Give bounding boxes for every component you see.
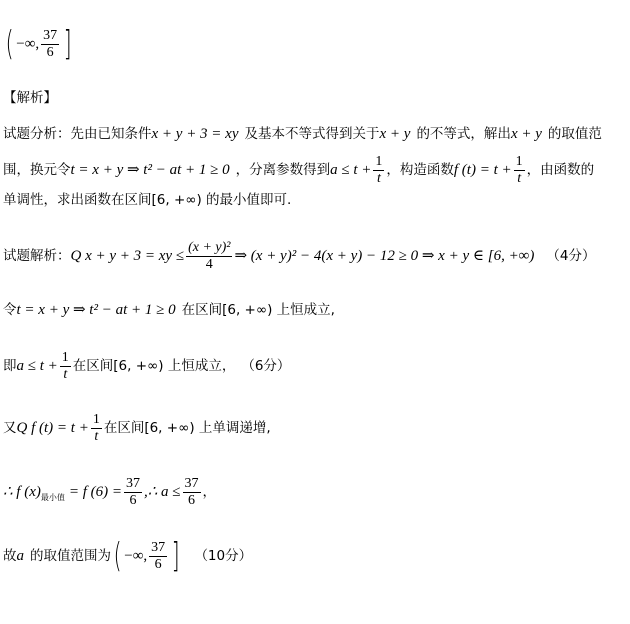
solution-line-3 bbox=[3, 346, 290, 386]
solution-label: 试题解析： bbox=[3, 248, 71, 264]
solution-eq-2: t = x + y ⇒ t² − at + 1 ≥ 0 bbox=[16, 302, 176, 318]
solution-line-4 bbox=[3, 408, 271, 448]
analysis-fraction-1 bbox=[373, 154, 384, 187]
analysis-text-2d: ，由函数的 bbox=[526, 162, 595, 178]
frac-denominator: 6 bbox=[188, 492, 196, 508]
solution-line-1 bbox=[3, 236, 595, 276]
solution-line-2 bbox=[3, 300, 335, 320]
solution-text-5d: ， bbox=[202, 484, 217, 500]
frac-denominator: t bbox=[376, 170, 381, 186]
solution-eq-5c: ,∴ a ≤ bbox=[144, 484, 181, 500]
frac-denominator: 4 bbox=[205, 256, 213, 272]
solution-eq-1a: Q x + y + 3 = xy ≤ bbox=[70, 248, 185, 264]
score-4: （4分） bbox=[546, 248, 596, 264]
frac-numerator: 1 bbox=[92, 411, 100, 427]
solution-eq-5b: = f (6) = bbox=[68, 484, 123, 500]
analysis-line-2 bbox=[3, 150, 594, 190]
answer-fraction bbox=[41, 28, 59, 61]
section-title: 【解析】 bbox=[3, 90, 57, 106]
score-6: （6分） bbox=[241, 358, 291, 374]
solution-fraction-4 bbox=[91, 412, 102, 445]
frac-denominator: 6 bbox=[129, 492, 137, 508]
frac-denominator: t bbox=[94, 428, 99, 444]
solution-text-2a: 令 bbox=[3, 302, 17, 318]
answer-frac-numerator: 37 bbox=[43, 27, 58, 43]
analysis-text-2a: 围，换元令 bbox=[3, 162, 71, 178]
frac-denominator: t bbox=[517, 170, 522, 186]
solution-fraction-1 bbox=[186, 240, 232, 273]
solution-fraction-5a bbox=[124, 476, 142, 509]
variable-a: a bbox=[16, 548, 24, 564]
analysis-eq-2c: f (t) = t + bbox=[453, 162, 512, 178]
analysis-text-1d: 的取值范 bbox=[547, 126, 602, 142]
solution-fraction-3 bbox=[60, 350, 71, 383]
analysis-fraction-2 bbox=[514, 154, 525, 187]
analysis-text-1a: 试题分析：先由已知条件 bbox=[3, 126, 152, 142]
solution-text-3a: 即 bbox=[3, 358, 17, 374]
analysis-text-2c: ，构造函数 bbox=[386, 162, 454, 178]
frac-numerator: 1 bbox=[375, 153, 383, 169]
left-bracket: ( bbox=[113, 536, 122, 576]
frac-numerator: 37 bbox=[184, 475, 199, 491]
solution-text-6b: 的取值范围为 bbox=[30, 548, 111, 564]
score-10: （10分） bbox=[194, 548, 253, 564]
analysis-eq-2a: t = x + y ⇒ t² − at + 1 ≥ 0 bbox=[70, 162, 230, 178]
analysis-eq-1: x + y + 3 = xy bbox=[151, 126, 239, 142]
solution-line-6 bbox=[3, 534, 252, 578]
solution-fraction-5b bbox=[183, 476, 201, 509]
analysis-xy-2: x + y bbox=[510, 126, 542, 142]
answer-neg-inf: −∞, bbox=[16, 36, 40, 52]
analysis-line-1 bbox=[3, 124, 602, 144]
solution-eq-5a: ∴ f (x) bbox=[3, 484, 41, 500]
final-fraction bbox=[149, 540, 167, 573]
answer-interval bbox=[3, 22, 74, 66]
analysis-text-1c: 的不等式，解出 bbox=[416, 126, 511, 142]
solution-eq-3: a ≤ t + bbox=[16, 358, 58, 374]
solution-line-5 bbox=[3, 472, 216, 512]
answer-frac-denominator: 6 bbox=[46, 44, 54, 60]
left-bracket: ( bbox=[5, 24, 14, 64]
analysis-text-1b: 及基本不等式得到关于 bbox=[244, 126, 380, 142]
solution-eq-4: Q f (t) = t + bbox=[16, 420, 89, 436]
solution-text-4a: 又 bbox=[3, 420, 17, 436]
solution-eq-1b: ⇒ (x + y)² − 4(x + y) − 12 ≥ 0 ⇒ x + y ∈ [6, +∞) bbox=[234, 248, 535, 264]
right-bracket: ] bbox=[171, 536, 180, 576]
frac-numerator: (x + y)² bbox=[188, 239, 231, 255]
frac-denominator: 6 bbox=[154, 556, 162, 572]
frac-numerator: 37 bbox=[126, 475, 141, 491]
analysis-line-3: 单调性，求出函数在区间[6, +∞) 的最小值即可. bbox=[3, 192, 292, 208]
solution-text-4b: 在区间[6, +∞) 上单调递增, bbox=[103, 420, 271, 436]
frac-numerator: 37 bbox=[151, 539, 166, 555]
right-bracket: ] bbox=[63, 24, 72, 64]
solution-text-6a: 故 bbox=[3, 548, 17, 564]
analysis-eq-2b: a ≤ t + bbox=[330, 162, 372, 178]
solution-text-3b: 在区间[6, +∞) 上恒成立， bbox=[72, 358, 236, 374]
final-neg-inf: −∞, bbox=[124, 548, 148, 564]
min-value-subscript: 最小值 bbox=[40, 493, 65, 502]
frac-numerator: 1 bbox=[61, 349, 69, 365]
solution-text-2b: 在区间[6, +∞) 上恒成立, bbox=[181, 302, 335, 318]
frac-denominator: t bbox=[63, 366, 68, 382]
analysis-text-2b: ，分离参数得到 bbox=[235, 162, 331, 178]
frac-numerator: 1 bbox=[515, 153, 523, 169]
analysis-xy-1: x + y bbox=[379, 126, 411, 142]
